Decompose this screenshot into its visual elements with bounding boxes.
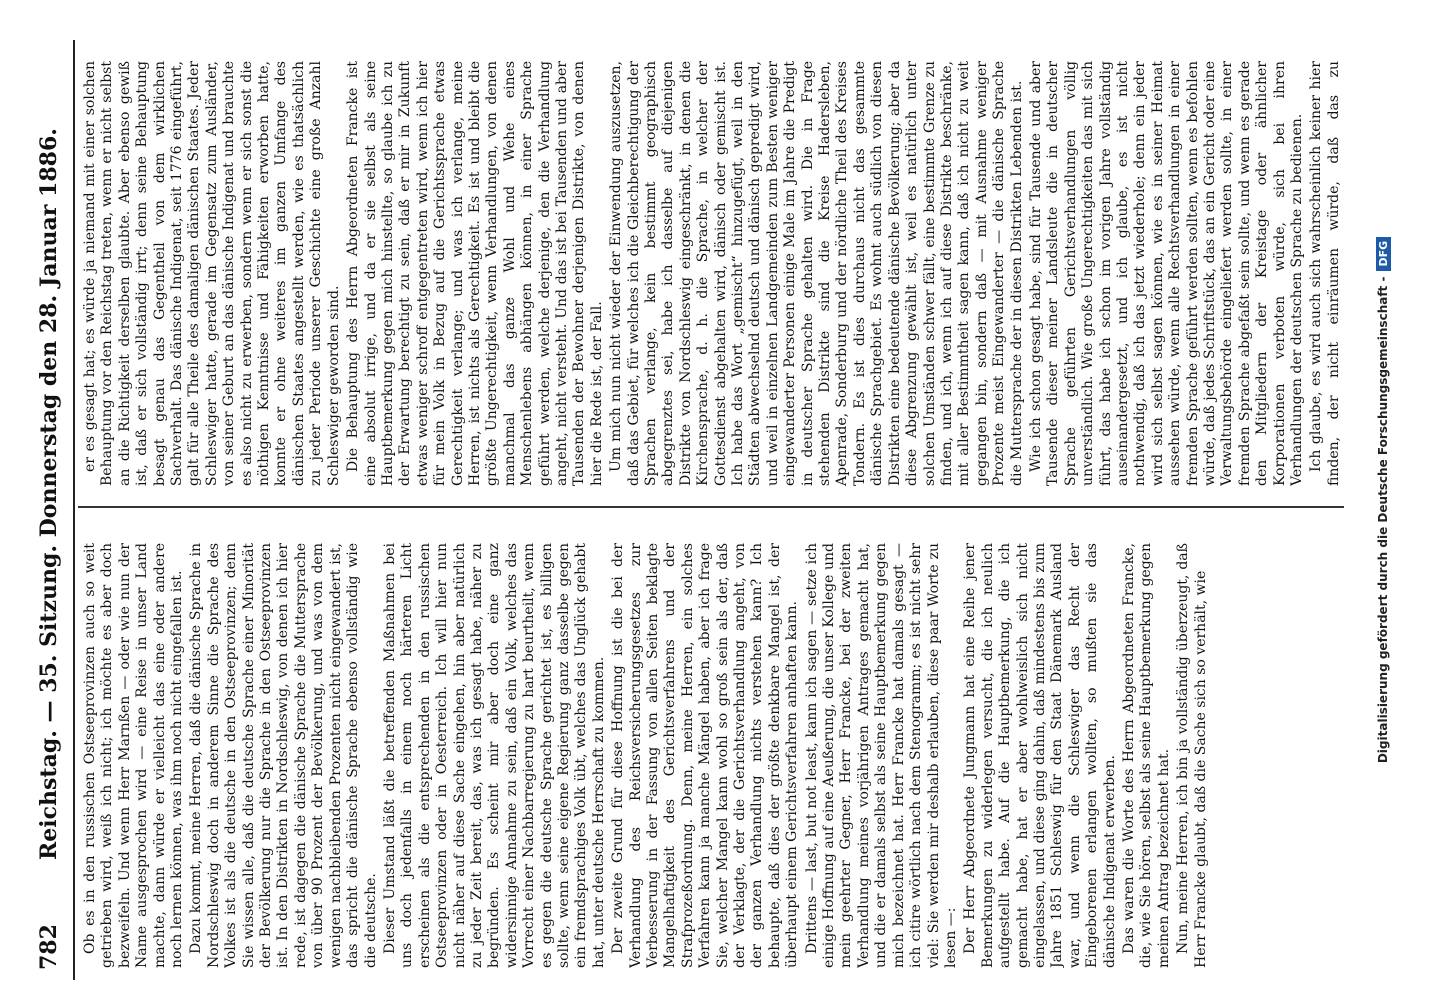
page-header (30, 70, 70, 970)
digitization-note: Digitalisierung gefördert durch die Deutsche Forschungsgemeinschaft - (1376, 276, 1390, 764)
paragraph: Der zweite Grund für diese Hoffnung ist die bei der Verhandlung des Reichsversicherungsgesetzes zur Verbesserung in der Fassung von allen Seiten beklagte Mangelhaftigkeit des Gerichtsverfahrens und der Strafprozeßordnung. Denn, meine Herren, ein solches Verfahren kann ja manche Mängel haben, aber ich frage Sie, welcher Mangel kann wohl so groß sein als der, daß der Verklagte, der die Gerichtsverhandlung angeht, von der ganzen Verhandlung nichts verstehen kann? Ich behaupte, daß dies der größte denkbare Mangel ist, der überhaupt einem Gerichtsverfahren anhaften kann. (610, 543, 801, 968)
header-rule (73, 40, 75, 980)
paragraph: Der Herr Abgeordnete Jungmann hat eine Reihe jener Bemerkungen zu widerlegen versucht, die ich neulich aufgestellt habe. Auf die Hauptbemerkung, die ich gemacht habe, hat er aber wohlweislich sich nicht eingelassen, und diese ging dahin, daß mindestens bis zum Jahre 1851 Schleswig für den Staat Dänemark Ausland war, und wenn die Schleswiger das Recht der Eingeborenen erlangen wollten, so mußten sie das dänische Indigenat erwerben. (962, 543, 1118, 968)
paragraph: Drittens — last, but not least, kann ich sagen — setze ich einige Hoffnung auf eine Aeußerung, die unser Kollege und mein geehrter Gegner, Herr Francke, bei der zweiten Verhandlung meines vorjährigen Antrages gemacht hat, und die er damals selbst als seine Hauptbemerkung gegen mich bezeichnet hat. Herr Francke hat damals gesagt — ich citire wörtlich nach dem Stenogramm; es ist nicht sehr viel: Sie werden mir deshalb erlauben, diese paar Worte zu lesen —: (803, 543, 959, 968)
paragraph: Um mich nun nicht wieder der Einwendung auszusetzen, daß das Gebiet, für welches ich die Gleichberechtigung der Sprachen verlange, kein bestimmt geographisch abgegrenztes sei, habe ich dasselbe auf diejenigen Distrikte von Nordschleswig eingeschränkt, in denen die Kirchensprache, d. h. die Sprache, in welcher der Gottesdienst abgehalten wird, dänisch oder gemischt ist. Ich habe das Wort „gemischt“ hinzugefügt, weil in den Städten abwechselnd deutsch und dänisch gepredigt wird, und weil in einzelnen Landgemeinden zum Besten weniger eingewanderter Personen einige Male im Jahre die Predigt in deutscher Sprache gehalten wird. Die in Frage stehenden Distrikte sind die Kreise Hadersleben, Apenrade, Sonderburg und der nördliche Theil des Kreises Tondern. Es ist dies durchaus nicht das gesammte dänische Sprachgebiet. Es wohnt auch südlich von diesen Distrikten eine bedeutende dänische Bevölkerung; aber da diese Abgrenzung gewählt ist, weil es natürlich unter solchen Umständen schwer fällt, eine bestimmte Grenze zu finden, und ich, wenn ich auf diese Distrikte beschränke, mit aller Bestimmtheit sagen kann, daß ich nicht zu weit gegangen bin, sondern daß — mit Ausnahme weniger Prozente meist Eingewanderter — die dänische Sprache die Muttersprache der in diesen Distrikten Lebenden ist. (608, 61, 1025, 486)
paragraph: Dazu kommt, meine Herren, daß die dänische Sprache in Nordschleswig doch in anderem Sinne die Sprache des Volkes ist als die deutsche in den Ostseeprovinzen; denn Sie wissen alle, daß die deutsche Sprache einer Minorität der Bevölkerung nur die Sprache in den Ostseeprovinzen ist. In den Distrikten in Nordschleswig, von denen ich hier rede, ist dagegen die dänische Sprache die Muttersprache von über 90 Prozent der Bevölkerung, und was von dem wenigen nachbleibenden Prozenten nicht eingewandert ist, das spricht die dänische Sprache ebenso vollständig wie die deutsche. (188, 543, 379, 968)
left-column (82, 543, 1344, 968)
column-divider (78, 506, 1344, 508)
paragraph: Die Behauptung des Herrn Abgeordneten Francke ist eine absolut irrige, und da er sie selbst als seine Hauptbemerkung gegen mich hinstellte, so glaube ich zu der Erwartung berechtigt zu sein, daß er mir in Zukunft etwas weniger schroff entgegentreten wird, wenn ich hier für mein Volk in Bezug auf die Gerichtssprache etwas Gerechtigkeit verlange; und was ich verlange, meine Herren, ist nichts als Gerechtigkeit. Es ist und bleibt die größte Ungerechtigkeit, wenn Verhandlungen, von denen manchmal das ganze Wohl und Wehe eines Menschenlebens abhängen können, in einer Sprache geführt werden, welche derjenige, den die Verhandlung angeht, nicht versteht. Und das ist bei Tausenden und aber Tausenden der Bewohner derjenigen Distrikte, von denen hier die Rede ist, der Fall. (345, 61, 605, 486)
paragraph: Nun, meine Herren, ich bin ja vollständig überzeugt, daß Herr Francke glaubt, daß die Sache sich so verhält, wie (1175, 543, 1209, 968)
paragraph: Ob es in den russischen Ostseeprovinzen auch so weit getrieben wird, weiß ich nicht; ich möchte es aber doch bezweifeln. Und wenn Herr Marnßen — oder wie nun der Name ausgesprochen wird — eine Reise in unser Land machte, dann würde er vielleicht das eine oder andere noch lernen können, was ihm noch nicht eingefallen ist. (82, 543, 186, 968)
paragraph: Das waren die Worte des Herrn Abgeordneten Francke, die, wie Sie hören, selbst als seine Hauptbemerkung gegen meinen Antrag bezeichnet hat. (1120, 543, 1172, 968)
paragraph: Wie ich schon gesagt habe, sind für Tausende und aber Tausende dieser meiner Landsleute die in deutscher Sprache geführten Gerichtsverhandlungen völlig unverständlich. Wie große Ungerechtigkeiten das mit sich führt, das habe ich schon im vorigen Jahre vollständig auseinandergesetzt, und ich glaube, es ist nicht nothwendig, daß ich das jetzt wiederhole; denn ein jeder wird sich selbst sagen können, wie es in seiner Heimat aussehen würde, wenn alle Rechtsverhandlungen in einer fremden Sprache geführt werden sollten, wenn es befohlen würde, daß jedes Schriftstück, das an ein Gericht oder eine Verwaltungsbehörde eingeliefert werden sollte, in einer fremden Sprache abgefaßt sein sollte, und wenn es gerade den Mitgliedern der Kreistage oder ähnlicher Korporationen verboten würde, sich bei ihren Verhandlungen der deutschen Sprache zu bedienen. (1027, 61, 1306, 486)
dfg-logo: DFG (1376, 237, 1391, 271)
paragraph: er es gesagt hat; es würde ja niemand mit einer solchen Behauptung vor den Reichstag treten, wenn er nicht selbst an die Richtigkeit derselben glaubte. Aber ebenso gewiß ist, daß er sich vollständig irrt; denn seine Behauptung besagt genau das Gegentheil von dem wirklichen Sachverhalt. Das dänische Indigenat, seit 1776 eingeführt, galt für alle Theile des damaligen dänischen Staates. Jeder Schleswiger hatte, gerade im Gegensatz zum Ausländer, von seiner Geburt an das dänische Indigenat und brauchte es also nicht zu erwerben, sondern wenn er sich sonst die nöthigen Kenntnisse und Fähigkeiten erworben hatte, konnte er ohne weiteres im ganzen Umfange des dänischen Staates angestellt werden, wie es thatsächlich zu jeder Periode unserer Geschichte eine große Anzahl Schleswiger geworden sind. (82, 61, 342, 486)
paragraph: Ich glaube, es wird auch sich wahrscheinlich keiner hier finden, der nicht einräumen würde, daß das zu (1308, 61, 1342, 486)
digitization-credit (1370, 0, 1396, 1000)
right-column (82, 61, 1344, 486)
paragraph: Dieser Umstand läßt die betreffenden Maßnahmen bei uns doch jedenfalls in einem noch härteren Licht erscheinen als die entsprechenden in den russischen Ostseeprovinzen oder in Oesterreich. Ich will hier nun nicht näher auf diese Sache eingehen, hin aber natürlich zu jeder Zeit bereit, das, was ich gesagt habe, näher zu begründen. Es scheint mir aber doch eine ganz widersinnige Annahme zu sein, daß ein Volk, welches das Vorrecht einer Nachbarregierung zu hart beurtheilt, wenn es gegen die deutsche Sprache gerichtet ist, es billigen sollte, wenn seine eigene Regierung ganz dasselbe gegen ein fremdsprachiges Volk übt, welches das Unglück gehabt hat, unter deutsche Herrschaft zu kommen. (381, 543, 607, 968)
running-title: Reichstag. — 35. Sitzung. Donnerstag den 28. Januar 1886. (36, 128, 62, 860)
page-number: 782 (36, 924, 62, 970)
